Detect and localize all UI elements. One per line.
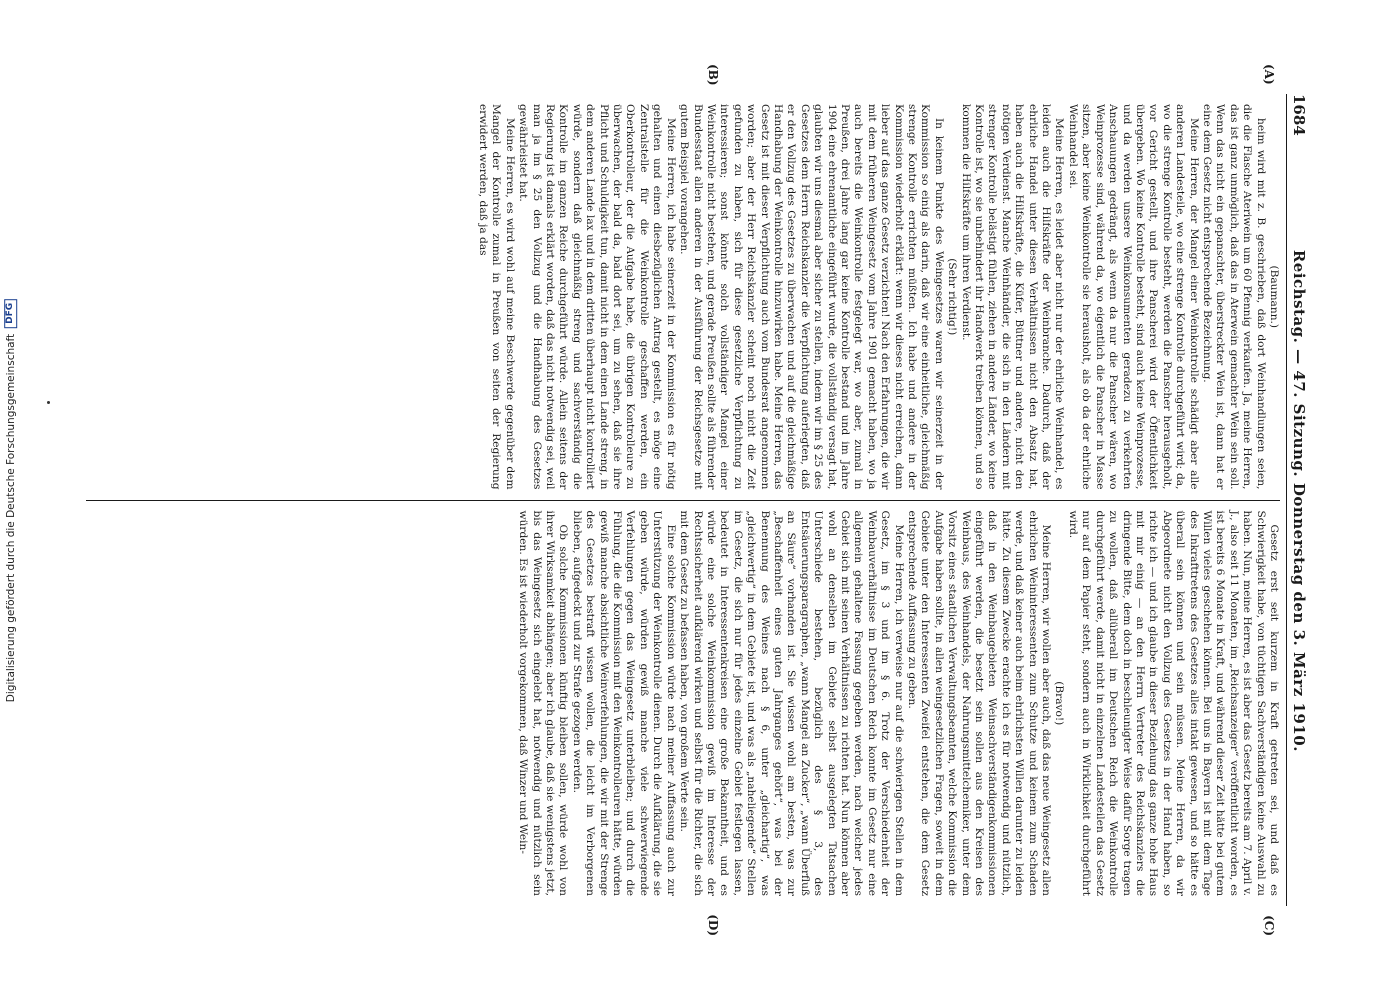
paragraph: Meine Herren, wir wollen aber auch, daß das neue Weingesetz allen ehrlichen Weininteressenten zum Schutze und keinem zum Schaden werde, und daß keiner auch beim ehrlichsten Willen darunter zu leiden hätte. Zu diesem Zwecke erachte ich es für notwendig und nützlich, daß in den Weinbaugebieten Weinsachverständigenkommissionen eingeführt werden, die besetzt sein sollen aus den Kreisen des Weinbaus, des Weinhandels, der Nahrungsmittelchemiker, unter dem Vorsitz eines staatlichen Verwaltungsbeamten, welche Kommission die Aufgabe haben sollte, in allen weingesetzlichen Fragen, soweit in dem Gebiete unter den Interessenten Zweifel entstehen, die dem Gesetz entsprechende Auffassung zu geben. (905, 510, 1052, 896)
paragraph: Eine solche Kommission würde nach meiner Auffassung auch zur Unterstützung der Weinkontrolle dienen. Durch die Aufklärung, die sie geben würde, würden gewiß manche viele schwerwiegende Verfehlungen gegen das Weingesetz unterbleiben; und durch die Fühlung, die die Kommission mit den Weinkontrolleuren hätte, würden gewiß manche absichtliche Weinverfehlungen, die wir mit der Strenge des Gesetzes bestraft wissen wollen, die leicht im Verborgenen blieben, aufgedeckt und zur Strafe gezogen werden. (570, 510, 677, 896)
speaker-name: (Baumann.) (1267, 265, 1280, 329)
paragraph: Meine Herren, ich verweise nur auf die schwierigen Stellen in dem Gesetz, im § 3 und im § 6. Trotz der Verschiedenheit der Weinbauverhältnisse im Deutschen Reich konnte im Gesetz nur eine allgemein gehaltene Fassung gegeben werden, nach welcher jedes Gebiet sich mit seinen Verhältnissen zu richten hat. Nun können aber wohl an denselben im Gebiete selbst ausgelegten Tatsachen Unterschiede bestehen, bezüglich des § 3, des Entsäuerungsparagraphen, „wann Mangel an Zucker“, „wann Überfluß an Säure“ vorhanden ist. Sie wissen wohl am besten, was zur „Beschaffenheit eines guten Jahrganges gehört“, was bei der Benennung des Weines nach § 6, unter „gleichartig“, was „gleichwertig“ in dem Gebiete ist, und was als „naheliegende“ Stellen im Gesetz, die sich nur für jedes einzelne Gebiet festlegen lassen, bedeutet in Interessentenkreisen eine große Bekanntheit, und es würde eine solche Weinkommission gewiß im Interesse der Rechtssicherheit aufklärend wirken und selbst für die Richter, die sich mit dem Gesetz zu befassen haben, von großem Werte sein. (677, 510, 905, 896)
paragraph: Meine Herren, es wird wohl auf meine Beschwerde gegenüber dem Mangel der Kontrolle zumal in Preußen von seiten der Regierung erwidert werden, daß ja das (476, 104, 516, 490)
paragraph: Meine Herren, ich habe seinerzeit in der Kommission es für nötig gehalten und einen diesbezüglichen Antrag gestellt, es möge eine Zentralstelle für die Weinkontrolle geschaffen werden, ein Oberkontrolleur, der die Aufgabe habe, die übrigen Kontrolleure zu überwachen, der bald da, bald dort sei, um zu sehen, daß sie ihre Pflicht und Schuldigkeit tun, damit nicht in dem einen Lande streng, in dem anderen Lande lax und in dem dritten überhaupt nicht kontrolliert würde, sondern daß gleichmäßig streng und sachverständig die Kontrolle im ganzen Reiche durchgeführt würde. Allein seitens der Regierung ist damals erklärt worden, daß das nicht notwendig sei, weil man ja im § 25 den Vollzug und die Handhabung des Gesetzes gewährleistet hat. (516, 104, 677, 490)
paragraph: Meine Herren, es leidet aber nicht nur der ehrliche Weinhandel, es leiden auch die Hilfskräfte der Weinbranche. Dadurch, daß der ehrliche Handel unter diesen Verhältnissen nicht den Absatz hat, haben auch die Hilfskräfte, die Küfer, Büttner und andere, nicht den nötigen Verdienst. Manche Weinhändler, die sich in den Ländern mit strenger Kontrolle belästigt fühlen, ziehen in andere Länder, wo keine Kontrolle ist, wo sie unbehindert ihr Handwerk treiben können, und so kommen die Hilfskräfte um ihren Verdienst. (959, 104, 1065, 490)
margin-marker-b: (B) (705, 64, 720, 86)
paragraph: Gesetz erst seit kurzem in Kraft getreten sei, und daß es Schwierigkeit habe, von tüchtigen Sachverständigen keine Auswahl zu haben. Nun, meine Herren, es ist aber das Gesetz bereits am 7. April v. J., also seit 11 Monaten, im „Reichsanzeiger“ veröffentlicht worden, es ist bereits 6 Monate in Kraft, und während dieser Zeit hätte bei gutem Willen vieles geschehen können. Bei uns in Bayern ist mit dem Tage des Inkrafttretens des Gesetzes alles intakt gewesen, und so hätte es überall sein können und sein müssen. Meine Herren, da wir Abgeordnete nicht den Vollzug des Gesetzes in der Hand haben, so richte ich — und ich glaube in dieser Beziehung das ganze hohe Haus mit mir einig — an den Herrn Vertreter des Reichskanzlers die dringende Bitte, dem doch in beschleunigter Weise dafür Sorge tragen zu wollen, daß allüberall im Deutschen Reich die Weinkontrolle durchgeführt werde, damit nicht in einzelnen Landesteilen das Gesetz nur auf dem Papier steht, sondern auch in Wirklichkeit durchgeführt wird. (1066, 510, 1280, 896)
dfg-logo: DFG (5, 298, 18, 327)
rotated-page (62, 60, 1322, 940)
text-columns (86, 64, 1280, 936)
page-title: Reichstag. — 47. Sitzung. Donnerstag den 3. März 1910. (1289, 249, 1308, 752)
paragraph: heim wird mit z. B. geschrieben, daß dort Weinhandlungen seien, die die Flasche Ateriwein um 60 Pfennig verkaufen. Ja, meine Herren, das ist ganz unmöglich, daß das in Aterwein gemachter Wein sein soll. Wenn das nicht ein gepanschter, überstreckter Wein ist, dann hat er eine dem Gesetz nicht entsprechende Bezeichnung. (1200, 104, 1267, 490)
funding-note-text: Digitalisierung gefördert durch die Deutsche Forschungsgemeinschaft (5, 333, 17, 702)
margin-marker-c: (C) (1261, 915, 1276, 936)
interjection: (Sehr richtig!) (945, 258, 958, 336)
paragraph: In keinem Punkte des Weingesetzes waren wir seinerzeit in der Kommission so einig als darin, daß wir eine einheitliche, gleichmäßig strenge Kontrolle errichten müßten. Ich habe und andere in der Kommission wiederholt erklärt: wenn wir dieses nicht erreichen, dann lieber auf das ganze Gesetz verzichten! Nach den Erfahrungen, die wir mit dem früheren Weingesetz vom Jahre 1901 gemacht haben, wo ja auch bereits die Weinkontrolle festgelegt war, wo aber, zumal in Preußen, drei Jahre lang gar keine Kontrolle bestand und im Jahre 1904 eine ehrenamtliche eingeführt wurde, die vollständig versagt hat, glaubten wir uns diesmal aber sicher zu stellen, indem wir im § 25 des Gesetzes dem Herrn Reichskanzler die Verpflichtung auferlegten, daß er den Vollzug des Gesetzes zu überwachen und auf die gleichmäßige Handhabung der Weinkontrolle hinzuwirken habe. Meine Herren, das Gesetz ist mit dieser Verpflichtung auch vom Bundesrat angenommen worden; aber der Herr Reichskanzler scheint noch nicht die Zeit gefunden zu haben, sich für diese gesetzliche Verpflichtung zu interessieren; sonst könnte solch vollständiger Mangel einer Weinkontrolle nicht bestehen, und gerade Preußen sollte als führender Bundesstaat allen anderen in der Ausführung der Reichsgesetze mit gutem Beispiel vorangehen. (677, 104, 945, 490)
margin-marker-a: (A) (1261, 64, 1276, 85)
page-header (1286, 94, 1308, 906)
paragraph: Ob solche Kommissionen künftig bleiben sollen, würde wohl von ihrer Wirksamkeit abhängen; aber ich glaube, daß sie wenigstens jetzt, bis das Weingesetz sich eingelebt hat, notwendig und nützlich sein würden. Es ist wiederholt vorgekommen, daß Winzer und Wein- (516, 510, 569, 896)
left-column (86, 94, 1280, 500)
paragraph: Meine Herren, der Mangel einer Weinkontrolle schädigt aber alle anderen Landesteile, wo eine strenge Kontrolle durchgeführt wird; da, wo die strenge Kontrolle besteht, werden die Panscher herausgeholt, vor Gericht gestellt, und ihre Panscherei wird der Öffentlichkeit übergeben. Wo keine Kontrolle besteht, sind auch keine Weinprozesse, und da werden unsere Weinkonsumenten geradezu zu verkehrten Anschauungen gedrängt, als wenn da nur die Panscher wären, wo Weinprozesse sind, während da, wo eigentlich die Panscher in Masse sitzen, aber keine Weinkontrolle sie herausholt, als ob da der ehrliche Weinhandel sei. (1066, 104, 1200, 490)
right-column (86, 501, 1280, 907)
page-number: 1684 (1289, 94, 1308, 136)
scan-speck (47, 401, 50, 404)
funding-note (2, 0, 20, 1000)
interjection: (Bravo!) (1053, 681, 1065, 726)
margin-marker-d: (D) (705, 914, 720, 936)
